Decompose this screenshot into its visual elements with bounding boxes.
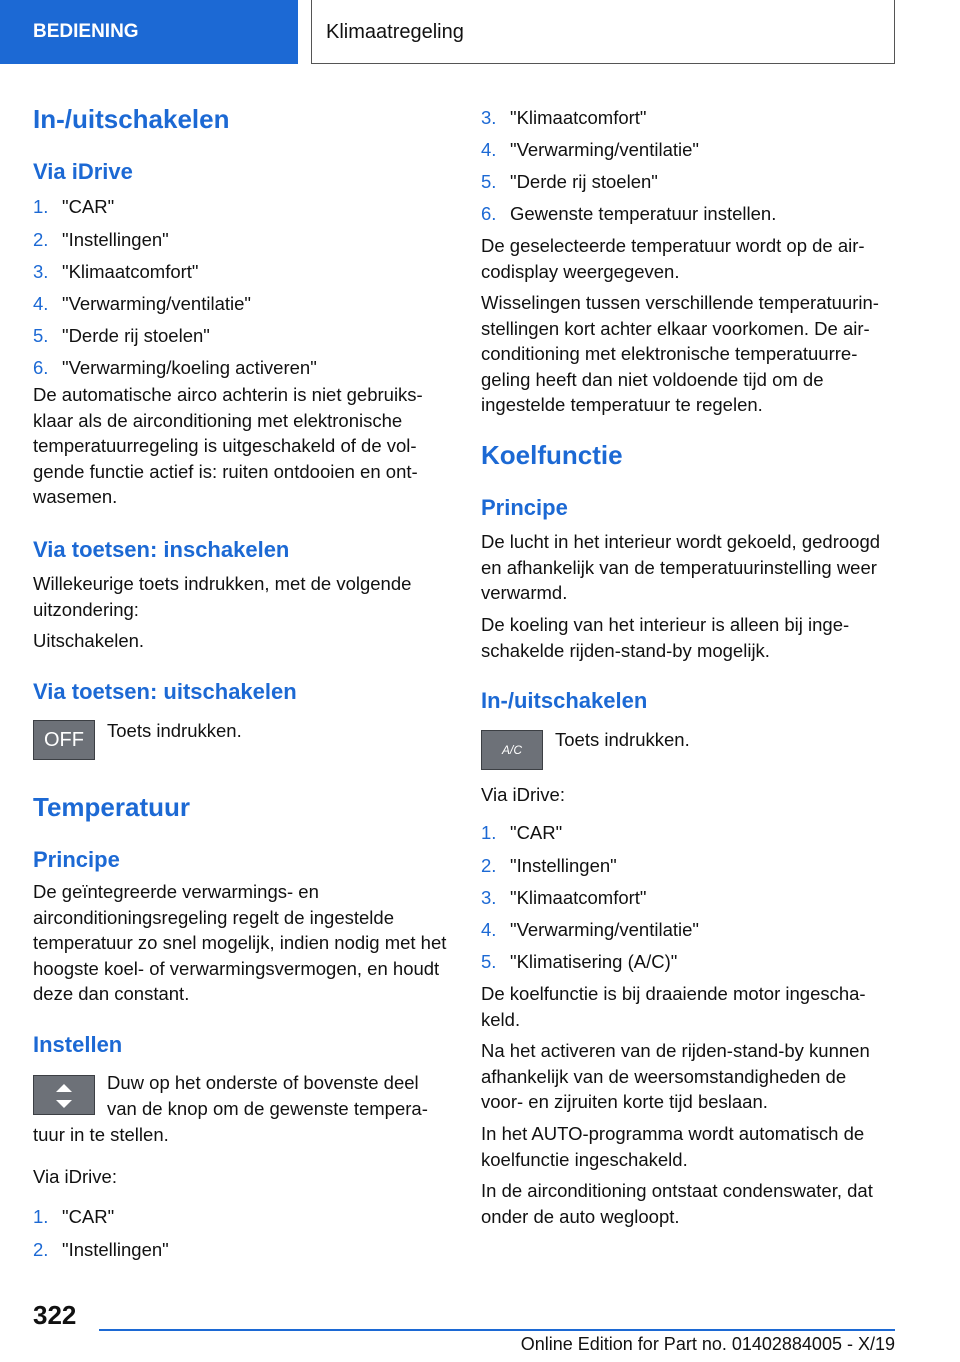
ac-button-icon: A/C [481, 730, 543, 770]
standby-paragraph: Na het activeren van de rijden-stand-by kunnen afhankelijk van de weersomstandigheden de voor- en zijruiten korte tijd beslaan. [481, 1040, 870, 1113]
display-paragraph: De geselecteerde temperatuur wordt op de air- codisplay weergegeven. [481, 235, 865, 282]
heading-principle-cooling: Principe [481, 495, 568, 520]
list-item: 4. "Verwarming/ventilatie" [481, 919, 699, 940]
section-tab: BEDIENING [0, 0, 298, 64]
list-item: 6. "Verwarming/koeling activeren" [33, 357, 317, 378]
heading-on-off-cooling: In-/uitschakelen [481, 688, 648, 713]
ac-instruction: Toets indrukken. [555, 729, 690, 750]
heading-keys-off: Via toetsen: uitschakelen [33, 679, 297, 704]
auto-airco-paragraph: De automatische airco achterin is niet gebruiks- klaar als de airconditioning met elektronische temperatuurregeling is uitgeschakeld of de vol- gende functie actief is: ruiten ontdooien en ont- wasemen. [33, 384, 423, 508]
list-item: 5. "Derde rij stoelen" [481, 171, 658, 192]
heading-principle: Principe [33, 847, 120, 872]
chapter-title: Klimaatregeling [311, 0, 895, 64]
list-item: 4. "Verwarming/ventilatie" [33, 293, 251, 314]
up-down-arrows-icon [52, 1083, 76, 1109]
auto-paragraph: In het AUTO-programma wordt automatisch de koelfunctie ingeschakeld. [481, 1123, 865, 1170]
list-item: 2. "Instellingen" [33, 229, 169, 250]
list-item: 5. "Klimatisering (A/C)" [481, 951, 678, 972]
list-item: 6. Gewenste temperatuur instellen. [481, 203, 777, 224]
page-number: 322 [33, 1300, 77, 1330]
set-instruction-cont: tuur in te stellen. [33, 1124, 169, 1145]
engine-paragraph: De koelfunctie is bij draaiende motor ingescha- keld. [481, 983, 866, 1030]
list-item: 3. "Klimaatcomfort" [33, 261, 199, 282]
heading-keys-on: Via toetsen: inschakelen [33, 537, 290, 562]
heading-via-idrive: Via iDrive [33, 159, 133, 184]
temperature-rocker-icon [33, 1075, 95, 1115]
condensate-paragraph: In de airconditioning ontstaat condenswater, dat onder de auto wegloopt. [481, 1180, 873, 1227]
list-item: 4. "Verwarming/ventilatie" [481, 139, 699, 160]
switch-paragraph: Wisselingen tussen verschillende temperatuurin- stellingen kort achter elkaar voorkomen. De air- conditioning met elektronische temperatuurre- geling heeft dan niet voldoende tijd om de ingestelde temperatuur te regelen. [481, 292, 879, 416]
keys-on-paragraph: Willekeurige toets indrukken, met de volgende uitzondering: [33, 573, 412, 620]
off-instruction: Toets indrukken. [107, 720, 242, 741]
list-item: 5. "Derde rij stoelen" [33, 325, 210, 346]
page-header [0, 0, 960, 66]
cooling-standby-paragraph: De koeling van het interieur is alleen bij inge- schakelde rijden-stand-by mogelijk. [481, 614, 850, 661]
list-item: 1. "CAR" [33, 1206, 115, 1227]
via-idrive-label: Via iDrive: [481, 784, 565, 805]
section-title-temperature: Temperatuur [33, 792, 190, 822]
cooling-principle-paragraph: De lucht in het interieur wordt gekoeld, gedroogd en afhankelijk van de temperatuurinstelling weer verwarmd. [481, 531, 881, 604]
list-item: 3. "Klimaatcomfort" [481, 887, 647, 908]
section-title-on-off: In-/uitschakelen [33, 104, 230, 134]
list-item: 1. "CAR" [33, 196, 115, 217]
edition-note: Online Edition for Part no. 01402884005 - X/19 [520, 1334, 895, 1354]
footer-divider [99, 1329, 895, 1331]
off-button-icon: OFF [33, 720, 95, 760]
set-instruction: Duw op het onderste of bovenste deel van de knop om de gewenste tempera- [107, 1072, 428, 1119]
via-idrive-label: Via iDrive: [33, 1166, 117, 1187]
section-title-cooling: Koelfunctie [481, 440, 623, 470]
list-item: 1. "CAR" [481, 822, 563, 843]
list-item: 2. "Instellingen" [33, 1239, 169, 1260]
list-item: 3. "Klimaatcomfort" [481, 107, 647, 128]
keys-on-exception: Uitschakelen. [33, 630, 145, 651]
principle-paragraph: De geïntegreerde verwarmings- en airconditioningsregeling regelt de ingestelde temperatuur zo snel mogelijk, indien nodig met het hoogste koel- of verwarmingsvermogen, en houdt deze dan constant. [33, 881, 447, 1005]
heading-set: Instellen [33, 1032, 123, 1057]
list-item: 2. "Instellingen" [481, 855, 617, 876]
